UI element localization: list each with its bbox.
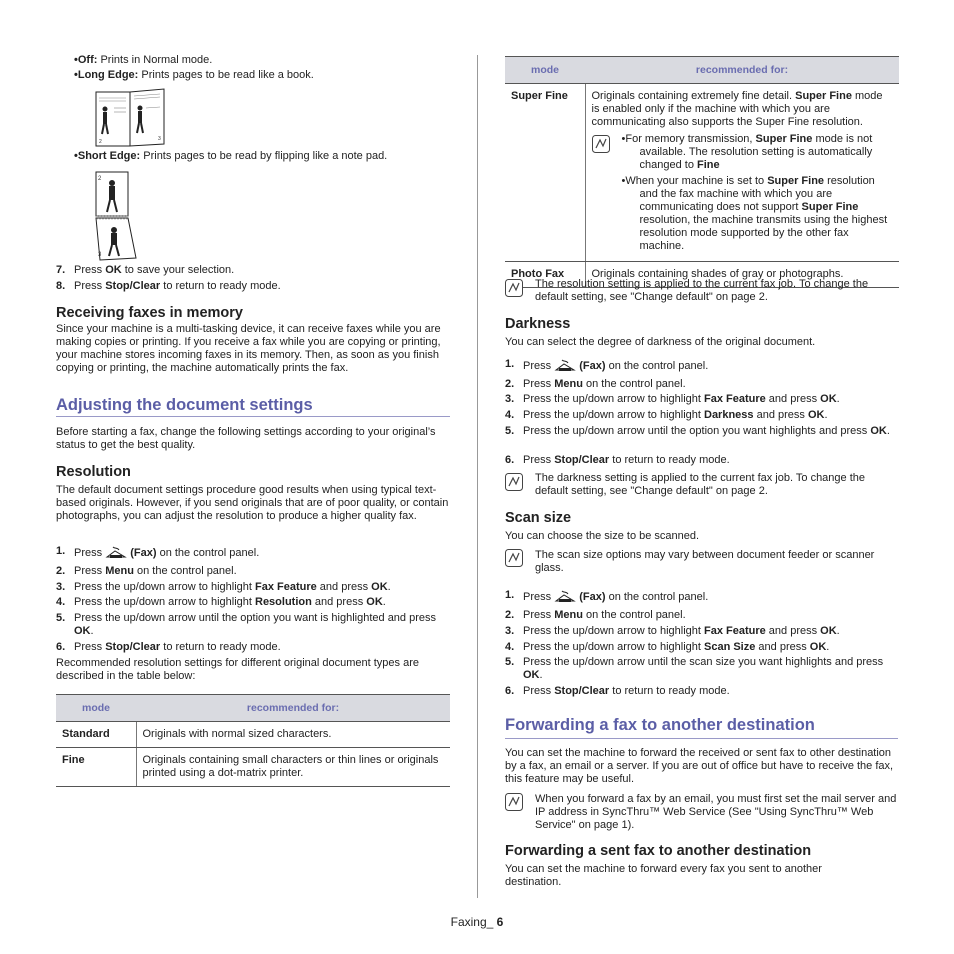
fax-icon — [554, 589, 576, 603]
receiving-body: Since your machine is a multi-tasking device, it can receive faxes while you are making copies or printing. If you receive a fax while you are copying or printing, your machine stores incoming faxes in its memory. Then, as soon as you finish copying or printing, the machine automatically prints the fax. — [56, 323, 441, 374]
mode-cell: Photo Fax — [505, 262, 585, 288]
table-header-recommended: recommended for: — [136, 695, 450, 722]
adjusting-heading: Adjusting the document settings — [56, 396, 313, 414]
svg-text:3: 3 — [158, 136, 161, 142]
long-edge-illustration — [94, 88, 168, 150]
superfine-table — [505, 56, 899, 288]
table-row — [505, 84, 899, 262]
bullet-off: •Off: Prints in Normal mode. — [74, 54, 213, 66]
bullet-short-edge: •Short Edge: Prints pages to be read by flipping like a note pad. — [74, 150, 388, 162]
note-icon — [505, 793, 523, 811]
resolution-after: Recommended resolution settings for different original document types are described in the table below: — [56, 657, 419, 682]
note-bullet-1: •For memory transmission, Super Fine mode is not available. The resolution setting is automatically changed to Fine — [621, 133, 873, 171]
fax-icon — [105, 545, 127, 559]
forwarding-body: You can set the machine to forward the received or sent fax to other destination by a fax, an email or a server. If you are out of office but have to receive the fax, this feature may be useful. — [505, 747, 894, 785]
svg-text:2: 2 — [98, 176, 102, 182]
svg-text:2: 2 — [99, 139, 102, 145]
table-header-mode: mode — [505, 57, 585, 84]
forwarding-rule — [505, 738, 898, 739]
forward-sent-heading: Forwarding a sent fax to another destination — [505, 843, 812, 859]
note-icon — [592, 135, 610, 153]
scan-size-heading: Scan size — [505, 510, 572, 526]
scan-size-body: You can choose the size to be scanned. — [505, 530, 700, 542]
fax-icon — [554, 358, 576, 372]
receiving-heading: Receiving faxes in memory — [56, 305, 243, 321]
page-footer — [0, 916, 954, 929]
superfine-desc: Originals containing extremely fine detail. Super Fine mode is enabled only if the machine with which you are communicating also supports the Super Fine resolution. — [591, 90, 883, 128]
darkness-body: You can select the degree of darkness of the original document. — [505, 336, 816, 348]
resolution-body: The default document settings procedure good results when using typical text-based originals. However, if you send originals that are of poor quality, or contain photographs, you can adjust the resolution to produce a higher quality fax. — [56, 484, 449, 522]
forward-sent-body: You can set the machine to forward every fax you sent to another destination. — [505, 863, 822, 888]
note-icon — [505, 279, 523, 297]
svg-text:3: 3 — [98, 252, 102, 258]
desc-cell: Originals containing small characters or thin lines or originals printed using a dot-matrix printer. — [136, 748, 450, 787]
mode-cell: Super Fine — [505, 84, 585, 262]
superfine-note — [592, 133, 894, 253]
resolution-table — [56, 694, 450, 787]
darkness-heading: Darkness — [505, 316, 571, 332]
table-row — [56, 748, 450, 787]
mode-cell: Fine — [56, 748, 136, 787]
resolution-heading: Resolution — [56, 464, 131, 480]
bullet-long-edge: •Long Edge: Prints pages to be read like a book. — [74, 69, 314, 81]
forwarding-heading: Forwarding a fax to another destination — [505, 716, 815, 734]
note-icon — [505, 549, 523, 567]
table-row — [56, 722, 450, 748]
desc-cell — [585, 84, 899, 262]
adjusting-body: Before starting a fax, change the following settings according to your original’s status to get the best quality. — [56, 426, 436, 451]
darkness-note: The darkness setting is applied to the current fax job. To change the default setting, see "Change default" on page 2. — [535, 472, 865, 497]
scan-size-note: The scan size options may vary between document feeder or scanner glass. — [535, 549, 875, 574]
table-header-recommended: recommended for: — [585, 57, 899, 84]
short-edge-illustration — [94, 170, 140, 262]
forwarding-note: When you forward a fax by an email, you must first set the mail server and IP address in SyncThru™ Web Service (See "Using SyncThru™ Web Service" on page 1). — [535, 793, 897, 831]
note-bullet-2: •When your machine is set to Super Fine resolution and the fax machine with which you are communicating does not support Super Fine resolution, the machine transmits using the highest resolution mode supported by the other fax machine. — [621, 175, 888, 252]
table-header-mode: mode — [56, 695, 136, 722]
mode-cell: Standard — [56, 722, 136, 748]
desc-cell: Originals containing shades of gray or photographs. — [585, 262, 899, 288]
note-icon — [505, 473, 523, 491]
page-number: 6 — [496, 915, 504, 929]
adjusting-rule — [56, 416, 450, 417]
resolution-note: The resolution setting is applied to the current fax job. To change the default setting, see "Change default" on page 2. — [535, 278, 869, 303]
footer-label: Faxing_ — [450, 915, 497, 929]
desc-cell: Originals with normal sized characters. — [136, 722, 450, 748]
table-header-row — [56, 695, 450, 722]
table-header-row — [505, 57, 899, 84]
column-divider — [477, 55, 478, 898]
